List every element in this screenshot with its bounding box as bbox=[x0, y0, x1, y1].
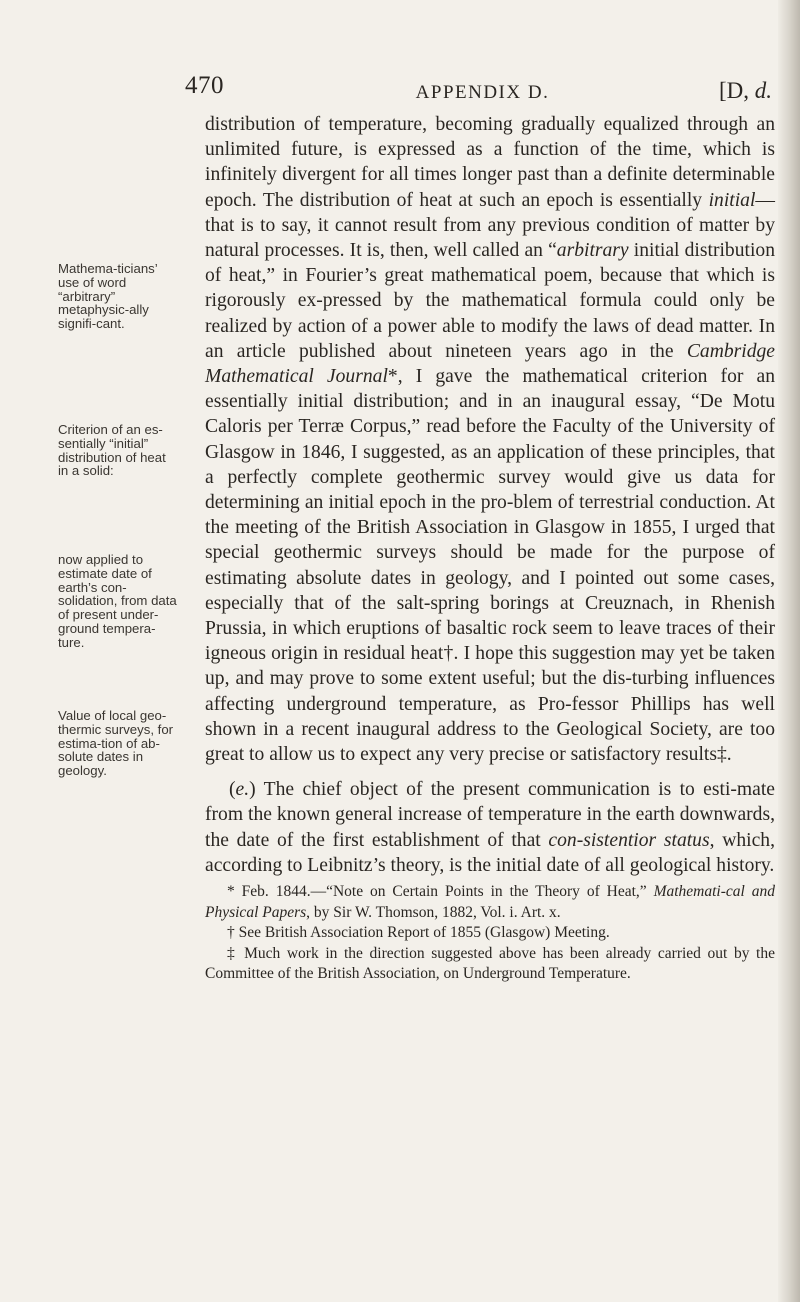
p2-italic-status: con-sistentior status bbox=[548, 829, 710, 851]
margin-note-4: Value of local geo-thermic surveys, for estima-tion of ab-solute dates in geology. bbox=[58, 708, 174, 779]
page-number: 470 bbox=[185, 72, 224, 99]
p1-text-e: initial distribution of heat,” in Fourier’s great mathematical poem, because that which is rigorously ex-pressed by the mathematical formula could only be realized by action of a power able to modify the laws of dead matter. In an article published about nineteen years ago in the bbox=[205, 240, 775, 362]
paragraph-gap bbox=[205, 767, 775, 777]
p1-text-a: distribution of temperature, becoming gradually equalized through an unlimited future, is expressed as a function of the time, which is infinitely divergent for all times longer past than a definite determinable epoch. The distribution of heat at such an epoch is essentially bbox=[205, 114, 775, 211]
margin-note-2: Criterion of an es-sentially “initial” distribution of heat in a solid: bbox=[58, 422, 166, 479]
paragraph-1 bbox=[205, 112, 775, 767]
section-mark-prefix: [D, bbox=[718, 78, 755, 103]
footnote-1-text-c: , by Sir W. Thomson, 1882, Vol. i. Art. x. bbox=[306, 903, 561, 921]
margin-note-3: now applied to estimate date of earth’s con-solidation, from data of present under-ground tempera-ture. bbox=[58, 552, 177, 650]
footnote-1-text-a: * Feb. 1844.—“Note on Certain Points in the Theory of Heat,” bbox=[227, 883, 654, 900]
p1-italic-journal: Cambridge Mathematical Journal bbox=[205, 340, 775, 388]
footnote-2: † See British Association Report of 1855 (Glasgow) Meeting. bbox=[227, 924, 610, 941]
footnote-1-italic: Mathemati-cal and Physical Papers bbox=[205, 883, 775, 921]
footnote-3: ‡ Much work in the direction suggested above has been already carried out by the Committee of the British Association, on Underground Temperature. bbox=[205, 944, 775, 982]
section-mark bbox=[719, 78, 772, 104]
margin-note-1: Mathema-ticians’ use of word “arbitrary” metaphysic-ally signifi-cant. bbox=[58, 261, 158, 332]
p1-text-c: —that is to say, it cannot result from any previous condition of matter by natural processes. It is, then, well called an “ bbox=[205, 189, 775, 262]
body-text bbox=[205, 112, 775, 878]
p2-text-a: ( bbox=[229, 779, 236, 801]
p2-text-e: , which, according to Leibnitz’s theory, is the initial date of all geological history. bbox=[205, 829, 775, 876]
footnotes bbox=[205, 882, 775, 985]
p2-italic-e: e. bbox=[235, 779, 250, 801]
p2-text-c: ) The chief object of the present communication is to esti-mate from the known general increase of temperature in the earth downwards, the date of the first establishment of that bbox=[205, 779, 775, 851]
running-head: APPENDIX D. bbox=[415, 82, 550, 103]
p1-text-g: *, I gave the mathematical criterion for an essentially initial distribution; and in an inaugural essay, “De Motu Caloris per Terræ Corpus,” read before the Faculty of the University of Glasgow in 1846, I suggested, as an application of these principles, that a perfectly complete geothermic survey would give us data for determining an initial epoch in the pro-blem of terrestrial conduction. At the meeting of the British Association in Glasgow in 1855, I urged that special geothermic surveys should be made for the purpose of estimating absolute dates in geology, and I pointed out some cases, especially that of the salt-spring borings at Creuznach, in Rhenish Prussia, in which eruptions of basaltic rock seem to leave traces of their igneous origin in residual heat†. I hope this suggestion may yet be taken up, and may prove to some extent useful; but the dis-turbing influences affecting underground temperature, as Pro-fessor Phillips has well shown in a recent inaugural address to the Geological Society, are too great to allow us to expect any very precise or satisfactory results‡. bbox=[205, 366, 775, 766]
section-mark-italic: d. bbox=[754, 78, 772, 103]
p1-italic-arbitrary: arbitrary bbox=[556, 240, 629, 262]
paragraph-2 bbox=[205, 777, 775, 878]
page-edge-shadow bbox=[778, 0, 800, 1302]
page-header bbox=[185, 72, 780, 112]
footnote-1 bbox=[205, 882, 775, 923]
p1-italic-initial: initial bbox=[708, 189, 756, 211]
